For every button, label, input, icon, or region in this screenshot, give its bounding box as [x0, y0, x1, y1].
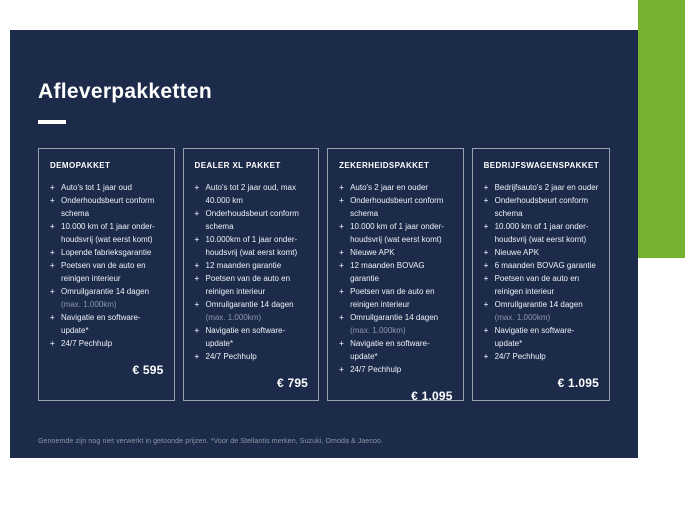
feature-text: Lopende fabrieksgarantie	[61, 248, 152, 257]
feature-text: Onderhoudsbeurt conform schema	[350, 196, 444, 218]
feature-text: Omruilgarantie 14 dagen	[494, 300, 583, 309]
feature-text: 24/7 Pechhulp	[61, 339, 113, 348]
plus-icon: +	[483, 300, 489, 309]
package-card	[472, 148, 610, 401]
feature-item	[484, 194, 599, 220]
package-title: BEDRIJFSWAGENSPAKKET	[483, 161, 600, 170]
feature-text: Nieuwe APK	[494, 248, 540, 257]
feature-text: Poetsen van de auto en reinigen interieur	[494, 274, 580, 296]
feature-item	[195, 324, 309, 350]
package-card	[38, 148, 175, 401]
plus-icon: +	[339, 222, 344, 231]
plus-icon: +	[339, 339, 344, 348]
plus-icon: +	[50, 196, 55, 205]
feature-text: Bedrijfsauto's 2 jaar en ouder	[494, 183, 599, 192]
package-card	[327, 148, 464, 401]
plus-icon: +	[339, 313, 344, 322]
accent-green-block	[638, 0, 685, 258]
feature-text: 24/7 Pechhulp	[494, 352, 546, 361]
feature-item	[50, 246, 164, 259]
feature-list	[339, 181, 453, 376]
plus-icon: +	[50, 261, 55, 270]
feature-item	[50, 311, 164, 337]
feature-text: 10.000 km of 1 jaar onder-houdsvrij (wat eerst komt)	[350, 222, 444, 244]
feature-item	[484, 350, 599, 363]
feature-list	[195, 181, 309, 363]
feature-item	[339, 337, 453, 363]
feature-item	[339, 194, 453, 220]
feature-item	[195, 350, 309, 363]
package-title: DEMOPAKKET	[50, 161, 111, 170]
package-price: € 795	[277, 376, 309, 390]
plus-icon: +	[483, 183, 489, 192]
feature-text: Onderhoudsbeurt conform schema	[494, 196, 588, 218]
plus-icon: +	[483, 326, 489, 335]
feature-text: 6 maanden BOVAG garantie	[494, 261, 596, 270]
plus-icon: +	[50, 222, 55, 231]
feature-item	[484, 272, 599, 298]
feature-text: 12 maanden BOVAG garantie	[350, 261, 425, 283]
feature-text: Omruilgarantie 14 dagen	[205, 300, 294, 309]
feature-text: 24/7 Pechhulp	[350, 365, 402, 374]
feature-item	[339, 246, 453, 259]
feature-text: Poetsen van de auto en reinigen interieur	[350, 287, 435, 309]
feature-text: Navigatie en software-update*	[205, 326, 286, 348]
feature-item	[50, 285, 164, 311]
plus-icon: +	[339, 183, 344, 192]
feature-item	[50, 259, 164, 285]
page-title: Afleverpakketten	[38, 80, 213, 103]
package-price: € 1.095	[411, 389, 453, 403]
plus-icon: +	[50, 313, 55, 322]
feature-item	[50, 181, 164, 194]
plus-icon: +	[194, 352, 200, 361]
feature-text: Poetsen van de auto en reinigen interieur	[61, 261, 146, 283]
feature-item	[484, 298, 599, 324]
title-underline	[38, 120, 66, 124]
feature-item	[195, 233, 309, 259]
feature-note: (max. 1.000km)	[205, 313, 262, 322]
feature-item	[484, 246, 599, 259]
plus-icon: +	[339, 248, 344, 257]
plus-icon: +	[50, 287, 55, 296]
feature-item	[339, 181, 453, 194]
plus-icon: +	[483, 248, 489, 257]
feature-note: (max. 1.000km)	[350, 326, 406, 335]
feature-item	[50, 337, 164, 350]
feature-text: 10.000 km of 1 jaar onder-houdsvrij (wat eerst komt)	[61, 222, 155, 244]
plus-icon: +	[194, 235, 200, 244]
feature-text: Navigatie en software-update*	[494, 326, 575, 348]
plus-icon: +	[50, 183, 55, 192]
feature-text: Onderhoudsbeurt conform schema	[61, 196, 155, 218]
feature-item	[195, 272, 309, 298]
plus-icon: +	[339, 287, 344, 296]
pricing-panel	[10, 30, 638, 458]
plus-icon: +	[194, 274, 200, 283]
feature-text: 12 maanden garantie	[205, 261, 282, 270]
package-price: € 595	[132, 363, 164, 377]
feature-item	[195, 207, 309, 233]
feature-item	[339, 311, 453, 337]
package-price: € 1.095	[557, 376, 600, 390]
feature-item	[339, 285, 453, 311]
footnote: Genoemde zijn nog niet verwerkt in getoonde prijzen. *Voor de Stellantis merken, Suzuki, Omoda & Jaecoo.	[38, 438, 384, 445]
feature-item	[484, 181, 599, 194]
feature-text: Onderhoudsbeurt conform schema	[205, 209, 299, 231]
package-title: DEALER XL PAKKET	[194, 161, 281, 170]
feature-list	[50, 181, 164, 350]
feature-item	[484, 259, 599, 272]
feature-item	[50, 220, 164, 246]
feature-item	[339, 259, 453, 285]
feature-text: Navigatie en software-update*	[61, 313, 141, 335]
feature-text: Auto's 2 jaar en ouder	[350, 183, 429, 192]
plus-icon: +	[194, 326, 200, 335]
plus-icon: +	[50, 248, 55, 257]
feature-item	[339, 220, 453, 246]
feature-item	[195, 259, 309, 272]
plus-icon: +	[194, 183, 200, 192]
plus-icon: +	[339, 196, 344, 205]
feature-note: (max. 1.000km)	[494, 313, 551, 322]
feature-note: (max. 1.000km)	[61, 300, 117, 309]
feature-text: Omruilgarantie 14 dagen	[61, 287, 150, 296]
package-card	[183, 148, 320, 401]
plus-icon: +	[50, 339, 55, 348]
feature-item	[484, 324, 599, 350]
plus-icon: +	[483, 274, 489, 283]
plus-icon: +	[339, 261, 344, 270]
plus-icon: +	[339, 365, 344, 374]
feature-item	[195, 181, 309, 207]
feature-text: Omruilgarantie 14 dagen	[350, 313, 439, 322]
plus-icon: +	[194, 261, 200, 270]
feature-item	[50, 194, 164, 220]
feature-list	[484, 181, 599, 363]
plus-icon: +	[483, 352, 489, 361]
plus-icon: +	[483, 196, 489, 205]
plus-icon: +	[194, 300, 200, 309]
feature-item	[195, 298, 309, 324]
feature-text: Poetsen van de auto en reinigen interieur	[205, 274, 291, 296]
feature-text: Auto's tot 1 jaar oud	[61, 183, 132, 192]
plus-icon: +	[483, 261, 489, 270]
feature-text: 10.000 km of 1 jaar onder-houdsvrij (wat eerst komt)	[494, 222, 589, 244]
feature-item	[484, 220, 599, 246]
feature-text: Navigatie en software-update*	[350, 339, 430, 361]
plus-icon: +	[194, 209, 200, 218]
feature-text: Nieuwe APK	[350, 248, 395, 257]
package-cards	[38, 148, 610, 401]
package-title: ZEKERHEIDSPAKKET	[339, 161, 430, 170]
feature-text: 24/7 Pechhulp	[205, 352, 257, 361]
feature-text: 10.000km of 1 jaar onder-houdsvrij (wat eerst komt)	[205, 235, 298, 257]
feature-item	[339, 363, 453, 376]
plus-icon: +	[483, 222, 489, 231]
feature-text: Auto's tot 2 jaar oud, max 40.000 km	[205, 183, 296, 205]
